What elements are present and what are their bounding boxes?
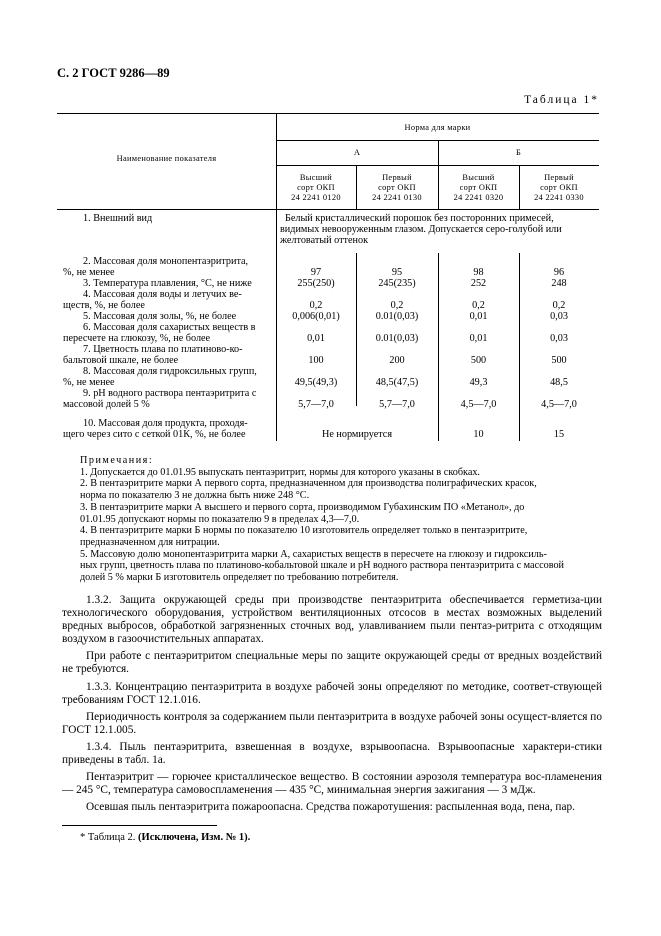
subcol-header-b-first <box>519 173 599 203</box>
footnote-rule <box>62 825 217 826</box>
table-cell: 0.01(0,03) <box>375 311 419 322</box>
table-cell: 4,5—7,0 <box>541 399 577 410</box>
footnote-prefix: * Таблица 2. <box>80 832 136 843</box>
note-5-line2: ных групп, цветность плава по платиново-кобальтовой шкале и pH водного раствора пентаэритрита с массовой <box>80 560 564 572</box>
table-cell: 0,2 <box>472 300 485 311</box>
page-header: С. 2 ГОСТ 9286—89 <box>57 66 170 80</box>
table-cell: 248 <box>551 278 567 289</box>
row-name-sugar-line1: 6. Массовая доля сахаристых веществ в <box>83 322 256 333</box>
row-name-ph-line1: 9. pH водного раствора пентаэритрита с <box>83 388 257 399</box>
row-name-water-line2: ществ, %, не более <box>63 300 145 311</box>
table-cell: 0.01(0,03) <box>375 333 419 344</box>
table-cell: 15 <box>553 429 565 440</box>
table-cell: 200 <box>389 355 405 366</box>
column-header-norm: Норма для марки <box>404 123 471 132</box>
row-name-sieve-line2: щего через сито с сеткой 01К, %, не более <box>63 429 246 440</box>
table-top-rule <box>57 113 599 114</box>
footnote-bold: (Исключена, Изм. № 1). <box>138 832 251 843</box>
table-caption: Таблица 1* <box>524 94 599 106</box>
subcol-line: сорт ОКП <box>378 183 416 192</box>
paragraph-flammability: Пентаэритрит — горючее кристаллическое вещество. В состоянии аэрозоля температура вос-пламенения — 245 °С, температура самовоспламенения — 435 °С, минимальная энергия зажигания — 3 мДж. <box>62 771 602 797</box>
row-name-water-line1: 4. Массовая доля воды и летучих ве- <box>83 289 242 300</box>
table-cell: 49,3 <box>469 377 488 388</box>
table-cell: 0,01 <box>469 333 488 344</box>
note-5-line3: долей 5 % марки Б изготовитель определяет по требованию потребителя. <box>80 572 399 584</box>
table-cell: 96 <box>553 267 565 278</box>
row-name-color-line2: бальтовой шкале, не более <box>63 355 179 366</box>
row-name-melting: 3. Температура плавления, °С, не ниже <box>83 278 252 289</box>
note-4-line1: 4. В пентаэритрите марки Б нормы по показателю 10 изготовитель определяет только в пентаэритрите, <box>80 525 528 537</box>
paragraph-1-3-3: 1.3.3. Концентрацию пентаэритрита в воздухе рабочей зоны определяют по методике, соответ-ствующей требованиям ГОСТ 12.1.016. <box>62 680 602 706</box>
table-cell: 4,5—7,0 <box>460 399 497 410</box>
note-2-line1: 2. В пентаэритрите марки А первого сорта, предназначенном для производства полиграфических красок, <box>80 478 537 490</box>
subcol-line: Высший <box>299 173 333 182</box>
grade-b-header: Б <box>515 148 522 157</box>
table-cell: 255(250) <box>297 278 335 289</box>
table-cell: 5,7—7,0 <box>298 399 334 410</box>
table-cell: 0,03 <box>550 333 568 344</box>
note-5-line1: 5. Массовую долю монопентаэритрита марки А, сахаристых веществ в пересчете на глюкозу и гидроксиль- <box>80 548 547 560</box>
note-4-line2: предназначенном для нитрации. <box>80 536 220 548</box>
table-cell: 95 <box>391 267 403 278</box>
appearance-value-line3: желтоватый оттенок <box>280 235 369 246</box>
paragraph-1-3-2: 1.3.2. Защита окружающей среды при производстве пентаэритрита обеспечивается герметиза-ции технологического оборудования, устройством вентиляционных отсосов в местах возможных выделений вредных выбросов, обработкой загрязненных сточных вод, улавливанием пыли пентаэ-ритрита с отходящим воздухом в газоочистительных аппаратах. <box>62 594 602 646</box>
subcol-line: 24 2241 0320 <box>453 193 504 202</box>
subcol-line: Первый <box>544 173 574 182</box>
table-cell: 100 <box>308 355 324 366</box>
appearance-value-line1: Белый кристаллический порошок без посторонних примесей, <box>285 213 554 224</box>
footnote <box>80 832 250 843</box>
row-name-hydroxyl-line2: %, не менее <box>63 377 115 388</box>
note-3-line1: 3. В пентаэритрите марки А высшего и первого сорта, производимом Губахинским ПО «Метанол», до <box>80 501 525 513</box>
row-name-appearance: 1. Внешний вид <box>83 213 153 224</box>
note-3-line2: 01.01.95 допускают нормы по показателю 9 в пределах 4,3—7,0. <box>80 513 360 525</box>
subcol-line: сорт ОКП <box>540 183 578 192</box>
row-name-ash: 5. Массовая доля золы, %, не более <box>83 311 237 322</box>
table-cell: 98 <box>473 267 484 278</box>
table-cell: 0,2 <box>309 300 323 311</box>
paragraph-fire-fighting: Осевшая пыль пентаэритрита пожароопасна. Средства пожаротушения: распыленная вода, пена, пар. <box>86 801 575 814</box>
table-cell: 97 <box>310 267 322 278</box>
row-name-mono-line2: %, не менее <box>63 267 115 278</box>
subcol-line: 24 2241 0130 <box>372 193 422 202</box>
body-text <box>62 594 602 818</box>
table-cell: 10 <box>473 429 484 440</box>
note-1: 1. Допускается до 01.01.95 выпускать пентаэритрит, нормы для которого указаны в скобках. <box>80 466 480 478</box>
table-cell: 252 <box>470 278 487 289</box>
subcol-line: Первый <box>382 173 412 182</box>
table-cell: 245(235) <box>378 278 416 289</box>
subcol-header-b-top <box>438 173 519 203</box>
table-cell: 48,5 <box>550 377 568 388</box>
table-cell: 0,01 <box>469 311 488 322</box>
table-cell: 0,2 <box>390 300 404 311</box>
appearance-value-line2: видимых невооруженным глазом. Допускается серо-голубой или <box>280 224 562 235</box>
table-notes <box>80 455 610 584</box>
table-cell: 0,03 <box>550 311 568 322</box>
row-name-mono-line1: 2. Массовая доля монопентаэритрита, <box>83 256 249 267</box>
table-cell: 0,006(0,01) <box>292 311 340 322</box>
row-name-color-line1: 7. Цветность плава по платиново-ко- <box>83 344 243 355</box>
subcol-line: Высший <box>462 173 495 182</box>
subcol-header-a-top <box>276 173 356 203</box>
column-header-name: Наименование показателя <box>116 154 217 163</box>
notes-title: Примечания: <box>80 455 154 466</box>
subcol-line: сорт ОКП <box>297 183 335 192</box>
header-bottom-rule <box>57 209 599 210</box>
paragraph-1-3-4: 1.3.4. Пыль пентаэритрита, взвешенная в воздухе, взрывоопасна. Взрывоопасные характери-стики приведены в табл. 1а. <box>62 740 602 767</box>
subcol-line: сорт ОКП <box>459 183 498 192</box>
note-2-line2: норма по показателю 3 не должна быть ниже 248 °С. <box>80 490 310 502</box>
row-name-hydroxyl-line1: 8. Массовая доля гидроксильных групп, <box>83 366 257 377</box>
subcol-line: 24 2241 0330 <box>534 193 584 202</box>
grade-a-header: А <box>353 148 361 157</box>
table-cell: 48,5(47,5) <box>375 377 419 388</box>
table-cell: 0,01 <box>307 333 325 344</box>
paragraph-control-periodicity: Периодичность контроля за содержанием пыли пентаэритрита в воздухе рабочей зоны осущест-вляется по ГОСТ 12.1.005. <box>62 710 602 736</box>
paragraph-env-measures: При работе с пентаэритритом специальные меры по защите окружающей среды от вредных воздействий не требуются. <box>62 650 602 676</box>
table-cell-not-normalized: Не нормируется <box>321 429 393 440</box>
table-cell: 49,5(49,3) <box>294 377 338 388</box>
row-name-ph-line2: массовой долей 5 % <box>63 399 150 410</box>
table-cell: 0,2 <box>552 300 566 311</box>
table-cell: 5,7—7,0 <box>379 399 415 410</box>
table-cell: 500 <box>470 355 487 366</box>
row-name-sugar-line2: пересчете на глюкозу, %, не более <box>63 333 211 344</box>
subcol-line: 24 2241 0120 <box>291 193 341 202</box>
row-name-sieve-line1: 10. Массовая доля продукта, проходя- <box>83 418 248 429</box>
specification-table <box>57 113 599 441</box>
subcol-header-a-first <box>356 173 438 203</box>
table-cell: 500 <box>551 355 567 366</box>
